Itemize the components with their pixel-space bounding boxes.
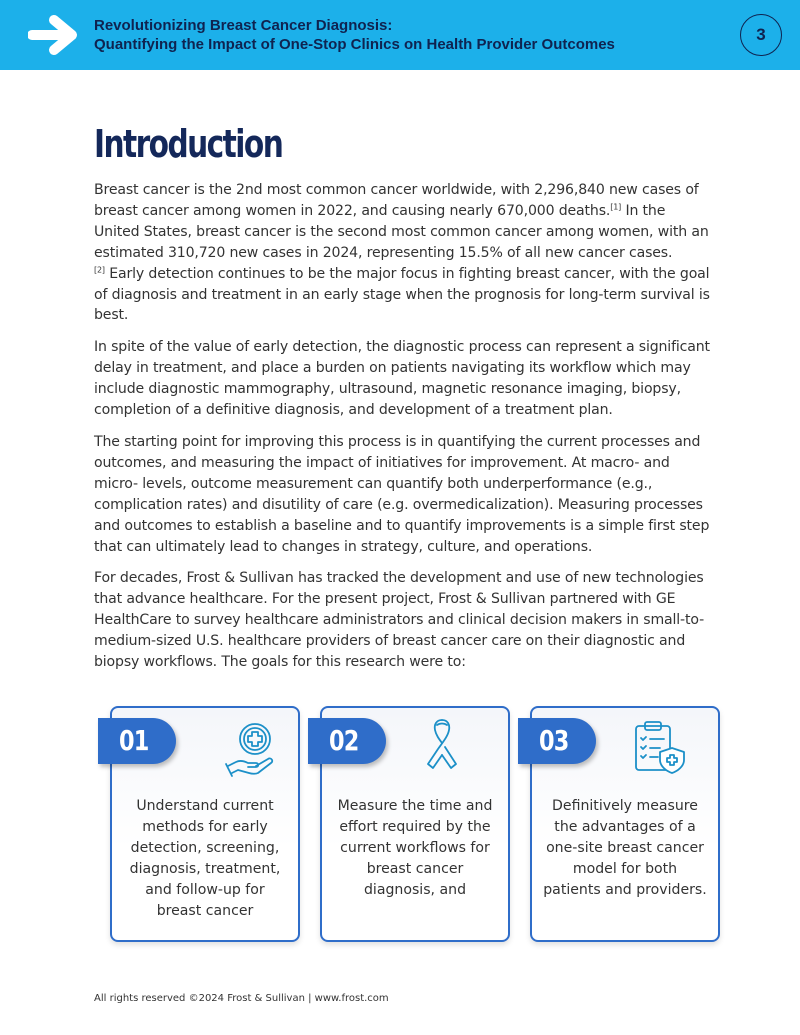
citation-1: [1] (610, 202, 622, 212)
goal-number: 03 (539, 724, 569, 757)
goal-card-2 (320, 706, 510, 942)
awareness-ribbon-icon (412, 716, 472, 776)
goal-text: Definitively measure the advantages of a one-site breast cancer model for both patients and providers. (543, 798, 707, 898)
goal-number-badge (308, 718, 386, 764)
goal-number-badge (98, 718, 176, 764)
section-heading: Introduction (94, 122, 283, 166)
page-header (0, 0, 800, 70)
citation-2: [2] (94, 264, 105, 274)
document-title-line1: Revolutionizing Breast Cancer Diagnosis: (94, 17, 393, 34)
goal-number: 02 (329, 724, 359, 757)
goal-number: 01 (119, 724, 149, 757)
goal-text: Measure the time and effort required by the current workflows for breast cancer diagnosis, and (337, 798, 493, 898)
hand-holding-medical-cross-icon (222, 720, 282, 780)
document-title-line2: Quantifying the Impact of One-Stop Clinics on Health Provider Outcomes (94, 36, 615, 53)
paragraph-1-text-b: In the United States, breast cancer is the second most common cancer among women, with an estimated 310,720 new cases in 2024, representing 15.5% of all new cancer cases. (94, 202, 709, 261)
clipboard-shield-icon (630, 718, 690, 778)
paragraph-2: In spite of the value of early detection, the diagnostic process can represent a significant delay in treatment, and place a burden on patients navigating its workflow which may include diagnostic mammography, ultrasound, magnetic resonance imaging, biopsy, completion of a definitive diagnosis, and development of a treatment plan. (94, 339, 710, 419)
paragraph-1-text-c: Early detection continues to be the major focus in fighting breast cancer, with the goal of diagnosis and treatment in an early stage when the prognosis for long-term survival is best. (94, 265, 710, 324)
goal-card-1 (110, 706, 300, 942)
page-number: 3 (740, 14, 782, 56)
main-content (94, 120, 714, 684)
paragraph-3: The starting point for improving this process is in quantifying the current processes and outcomes, and measuring the impact of initiatives for improvement. At macro- and micro- levels, outcome measurement can quantify both underperformance (e.g., complication rates) and disutility of care (e.g. overmedicalization). Measuring processes and outcomes to establish a baseline and to quantify improvements is a simple first step that can ultimately lead to changes in strategy, culture, and operations. (94, 433, 710, 555)
right-arrow-icon (28, 14, 80, 56)
footer-copyright: All rights reserved ©2024 Frost & Sullivan | www.frost.com (94, 993, 389, 1004)
document-title (94, 16, 714, 54)
goal-text: Understand current methods for early detection, screening, diagnosis, treatment, and follow-up for breast cancer (129, 798, 281, 919)
goal-number-badge (518, 718, 596, 764)
paragraph-1 (94, 180, 714, 326)
goal-card-3 (530, 706, 720, 942)
paragraph-4: For decades, Frost & Sullivan has tracked the development and use of new technologies that advance healthcare. For the present project, Frost & Sullivan partnered with GE HealthCare to survey healthcare administrators and clinical decision makers in small-to-medium-sized U.S. healthcare providers of breast cancer care on their diagnostic and biopsy workflows. The goals for this research were to: (94, 570, 705, 671)
goals-cards (94, 706, 714, 946)
paragraph-1-text-a: Breast cancer is the 2nd most common cancer worldwide, with 2,296,840 new cases of breast cancer among women in 2022, and causing nearly 670,000 deaths. (94, 182, 699, 219)
